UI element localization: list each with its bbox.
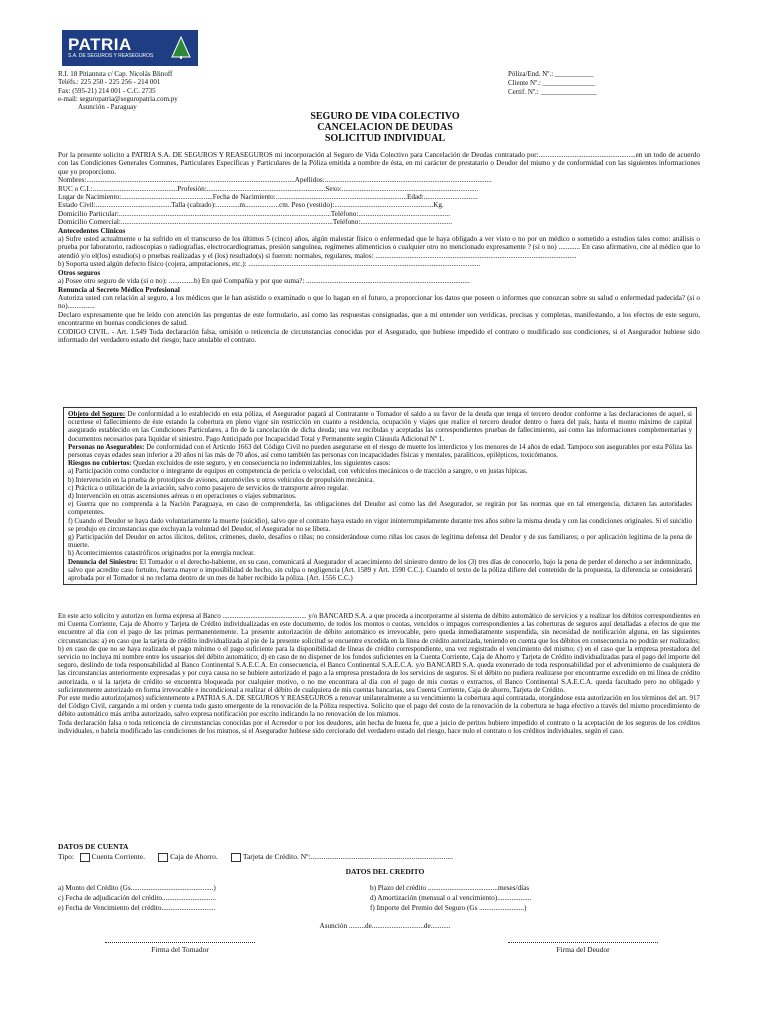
- claim-text: El Tomador o el derecho-habiente, en su caso, comunicará al Asegurador el acaecimiento del siniestro dentro de los (3) tres días de conocerlo, bajo la pena de perder el derecho a ser indemnizado, salvo que acredite caso fortuito, fuerza mayor o imposibilidad de hecho, sin culpa o negligencia (Art. 1589 y Art. 1590 C.C.). Cuando el texto de la póliza difiere del contenido de la propuesta, la diferencia se considerará aprobada por el Tomador si no reclama dentro de un mes de haber recibido la póliza. (Art. 1556 C.C.): [68, 557, 692, 583]
- other-insurance-heading: Otros seguros: [58, 268, 101, 277]
- other-insurance-question[interactable]: a) Posee otro seguro de vida (si o no): ..............b) En qué Compañía y por que suma?: ...........................................................................................: [58, 277, 470, 286]
- credit-card-checkbox[interactable]: [231, 853, 241, 862]
- address-line: Fax: (595-21) 214 001 - C.C. 2735: [58, 86, 156, 95]
- title-line: SEGURO DE VIDA COLECTIVO: [310, 111, 460, 122]
- uninsurable-heading: Personas no Asegurables:: [68, 442, 145, 451]
- tomador-signature-line[interactable]: [105, 942, 255, 943]
- exclusion-item: f) Cuando el Deudor se haya dado voluntariamente la muerte (suicidio), salvo que el contrato haya estado en vigor ininterrumpidamente durante tres años sobre la misma deuda y con las condiciones originales. Si el suicidio se produjo en circunstancias que excluyan la voluntad del Deudor, el Asegurador no se libera.: [68, 516, 692, 533]
- title-line: CANCELACION DE DEUDAS: [317, 122, 453, 133]
- client-number-field[interactable]: Cliente Nº.: _______________: [508, 79, 596, 87]
- tree-icon: [170, 36, 192, 60]
- debit-authorization-text: En este acto solicito y autorizo en forma expresa al Banco ................................................ y/o BANCARD S.A. a que proceda a incorporarme al sistema de débito automático de servicios y a realizar los débitos correspondientes en mi Cuenta Corriente, Caja de Ahorro y Tarjeta de Crédito individualizadas en este documento, de todos los montos o cuotas, vencidos o impagos correspondientes a las coberturas de seguros aquí detalladas a efectos de que me encuentre al día con el pago de las primas permanentemente. La presente autorización de débito automático es irrevocable, pero queda inmediatamente suspendida, sin necesidad de notificación alguna, en las siguientes circunstancias: a) en caso que la tarjeta de crédito individualizada al pie de la presente solicitud se encuentre excedida en la línea de crédito autorizada, teniendo en cuenta que los débitos en consecuencia no podrán ser realizados; b) en caso de que no se haya realizado el pago mínimo o el pago suficiente para la disponibilidad de líneas de crédito correspondiente, una vez registrado el vencimiento del mismo; c) en el caso que la empresa prestadora del servicio no incluya mi nombre entre los usuarios del débito automático; d) en caso de no disponer de los fondos suficientes en la Cuenta Corriente, Caja de Ahorro y Tarjeta de Crédito individualizadas para el pago del importe del seguro, deslindo de toda responsabilidad al Banco Continental S.A.E.C.A. En consecuencia, el Banco Continental S.A.E.C.A. y/o BANCARD S.A. queda exonerado de toda responsabilidad por el advenimiento de cualquiera de las circunstancias anteriormente expresadas y por cuya causa no se hubiere autorizado el pago a la empresa prestadora de los servicios de seguros. Si el débito no pudiera realizarse por encontrarme excedido en mi línea de crédito autorizada, o si la tarjeta de crédito se encuentra bloqueada por cualquier motivo, o no me encontrara al día con el pago de mis cuotas o extractos, el Banco Continental S.A.E.C.A. queda facultado pero no obligado y suficientemente autorizado en forma irrevocable e incondicional a realizar el débito de cualquiera de mis cuentas bancarias, sea Cuenta Corriente, Caja de ahorro, Tarjeta de Crédito.: [58, 612, 700, 694]
- credit-data-right: [370, 883, 690, 913]
- exclusion-item: e) Guerra que no comprenda a la Nación Paraguaya, en caso de comprenderla, las obligaciones del Deudor así como las del Asegurador, se regirán por las normas que en tal emergencia, dictaren las autoridades competentes.: [68, 500, 692, 517]
- object-clause: [68, 410, 692, 443]
- policy-number-field[interactable]: Póliza/End. Nº.: ___________: [508, 70, 594, 78]
- savings-account-label: Caja de Ahorro.: [170, 852, 218, 861]
- civil-code-text: CODIGO CIVIL. - Art. 1.549 Toda declaración falsa, omisión o reticencia de circunstancias conocidas por el Asegurado, que hubiese impedido el contrato o modificado sus condiciones, si el Asegurador hubiese sido informado del verdadero estado del riesgo; hace anulable el contrato.: [58, 327, 700, 344]
- deudor-signature-label: Firma del Deudor: [556, 945, 610, 954]
- place-date-field[interactable]: Asunción .........de.............................de...........: [319, 922, 451, 930]
- patria-logo: [62, 30, 198, 66]
- claim-heading: Denuncia del Siniestro:: [68, 557, 138, 566]
- exclusions-heading: Riesgos no cubiertos:: [68, 459, 132, 468]
- medical-secrecy-text: Autoriza usted con relación al seguro, a los médicos que le han asistido o examinado o que lo hagan en el futuro, a proporcionar los datos que poseen o informes que conozcan sobre su salud o enfermedad padecida? (si o no)...............: [58, 293, 700, 311]
- claim-clause: [68, 558, 692, 583]
- logo-tagline: S.A. DE SEGUROS Y REASEGUROS: [68, 53, 154, 59]
- renewal-authorization-text: Por este medio autorizo(amos) suficientemente a PATRIA S.A. DE SEGUROS Y REASEGUROS a renovar unilateralmente a su vencimiento la cobertura aquí contratada, otorgándose esta autorización en los términos del art. 917 del Código Civil, cargando a mi orden y cuenta todo gasto emergente de la renovación de la Póliza respectiva. Solicito que el pago del costo de la renovación de la cobertura se haga efectivo a través del mismo procedimiento de débito automático más arriba autorizado, salvo expresa notificación por escrito indicando la no renovación de los mismos.: [58, 694, 700, 719]
- account-data-heading: DATOS DE CUENTA: [58, 842, 129, 851]
- address-line: Asunción - Paraguay: [78, 103, 137, 112]
- uninsurable-text: De conformidad con el Artículo 1663 del Código Civil no pueden asegurarse en el riesgo de muerte los interdictos y los menores de 14 años de edad. Tampoco son asegurables por esta Póliza las personas cuyas edades sean inferior a 20 años ni las más de 70 años, así como también las personas con incapacidades físicas y mentales, paralíticos, epilépticos, toxicómanos.: [68, 442, 693, 460]
- credit-amount-field[interactable]: a) Monto del Crédito (Gs..............................................): [58, 884, 216, 892]
- exclusion-item: a) Participación como conductor o integrante de equipos en competencia de pericia o velocidad, con vehículos mecánicos o de tracción a sangre, o en justas hípicas.: [68, 467, 528, 476]
- clinical-question-a: a) Sufre usted actualmente o ha sufrido en el transcurso de los últimos 5 (cinco) años, algún malestar físico o enfermedad que le haya obligado a ver visto o no por un médico o sometido a estudios tales como: análisis o prueba por laboratorio, radioscopias o radiografías, electrocardiogramas, presión sanguínea, regímenes alimenticios o cualquier otro no mencionado expresamente ? (si o no) ............ En caso afirmativo, cite al médico que lo atendió y/o el(los) estudio(s) o pruebas realizadas y el (los) resultado(s) si fueron: normales, regulares, malos: ................................................................................................................: [58, 235, 700, 260]
- medical-secrecy-heading: Renuncia al Secreto Médico Profesional: [58, 285, 180, 294]
- false-declaration-text: Toda declaración falsa o toda reticencia de circunstancias conocidas por el Acreedor o por los deudores, aún hecha de buena fe, que a juicio de peritos hubiere impedido el contrato o la aceptación de los seguros de los créditos individuales, o habría modificado las condiciones de los mismos, si el Asegurador hubiese sido cerciorado del verdadero estado del riesgo, hace nulo el contrato o los créditos individuales, según el caso.: [58, 718, 700, 735]
- application-section: [58, 151, 700, 344]
- checking-account-checkbox[interactable]: [80, 853, 90, 862]
- tomador-signature-label: Firma del Tomador: [151, 945, 209, 954]
- declaration-text: Declaro expresamente que he leído con atención las preguntas de este formulario, así como las respuestas consignadas, que a mi entender son verídicas, precisas y completas, manifestando, a los efectos de este seguro, encontrarme en buenas condiciones de salud.: [58, 310, 700, 328]
- exclusions-text: Quedan excluidos de este seguro, y en consecuencia no indemnizables, los siguientes casos:: [131, 459, 391, 468]
- address-line: R.I. 18 Pitiantuta c/ Cap. Nicolás Blinoff: [58, 70, 173, 78]
- exclusion-item: h) Acontecimientos catastróficos originados por la energía nuclear.: [68, 549, 255, 558]
- credit-award-date-field[interactable]: c) Fecha de adjudicación del crédito..............................: [58, 894, 216, 902]
- uninsurable-clause: [68, 443, 692, 459]
- title-line: SOLICITUD INDIVIDUAL: [324, 133, 446, 144]
- exclusion-item: b) Intervención en la prueba de prototipos de aviones, automóviles u otros vehículos de propulsión mecánica.: [68, 475, 375, 484]
- credit-data-left: [58, 883, 378, 913]
- account-type-row: [58, 852, 700, 862]
- checking-account-label: Cuenta Corriente.: [91, 852, 145, 861]
- company-address: [58, 70, 178, 111]
- address-line: e-mail: seguropatria@seguropatria.com.py: [58, 94, 178, 103]
- deudor-signature-line[interactable]: [508, 942, 658, 943]
- exclusion-item: d) Intervención en otras ascensiones aéreas o en operaciones o viajes submarinos.: [68, 492, 297, 501]
- intro-paragraph: Por la presente solicito a PATRIA S.A. DE SEGUROS Y REASEGUROS mi incorporación al Seguro de Vida Colectivo para Cancelación de Deudas contratado por:......................................................en un todo de acuerdo con las Condiciones Generales Comunes, Particulares Específicas y Particulares de la Póliza emitida a nombre de ésta, en mi carácter de prestatario o Deudor del mismo y de conformidad con las siguientes informaciones que yo proporciono.: [58, 151, 700, 176]
- policy-references: [508, 70, 597, 97]
- exclusions-clause: [68, 459, 692, 467]
- account-data-section: [58, 842, 700, 862]
- conditions-box: [63, 407, 697, 585]
- field-birthplace[interactable]: Lugar de Nacimiento:...................................................Fecha de Nacimiento:.........................................................................Edad:..............................: [58, 193, 478, 202]
- document-title: [0, 111, 770, 144]
- debit-authorization-section: [58, 612, 700, 735]
- clinical-question-b[interactable]: b) Soporta usted algún defecto físico (cojera, amputaciones, etc.): .................................................................................................................................: [58, 260, 481, 269]
- premium-amount-field[interactable]: f) Importe del Premio del Seguro (Gs .........................): [370, 904, 527, 912]
- savings-account-checkbox[interactable]: [158, 853, 168, 862]
- object-text: De conformidad a lo establecido en esta póliza, el Asegurador pagará al Contratante o Tomador el saldo a su favor de la deuda que tenga el tercero deudor conforme a las declaraciones de aquel, si ocurriese el fallecimiento de éste estando la cobertura en pleno vigor sin restricción en cuanto a residencia, ocupación y viajes que realice el tercero deudor dentro o fuera del país, hasta el monto máximo de capital asegurado establecido en las Condiciones Particulares, a fin de la cancelación de dicha deuda; una vez recibidas y aceptadas las correspondientes pruebas de fallecimiento, así como las informaciones complementarias y documentos necesarios para liquidar el siniestro. Pago Anticipado por Incapacidad Total y Permanente según Cláusula Adicional Nº 1.: [68, 410, 692, 443]
- credit-term-field[interactable]: b) Plazo del crédito .......................................meses/días: [370, 884, 530, 892]
- address-line: Teléfs.: 225 250 - 225 256 - 214 001: [58, 78, 161, 87]
- logo-word: PATRIA: [68, 35, 132, 54]
- certificate-number-field[interactable]: Certif. Nº.: ________________: [508, 88, 597, 96]
- object-heading: Objeto del Seguro:: [68, 410, 126, 418]
- amortization-field[interactable]: d) Amortización (mensual o al vencimiento)...................: [370, 894, 532, 902]
- exclusion-item: c) Práctica o utilización de la aviación, salvo como pasajero de servicios de transporte aéreo regular.: [68, 483, 349, 492]
- credit-card-label[interactable]: Tarjeta de Crédito. Nº:............................................................................: [242, 852, 454, 861]
- field-work-address[interactable]: Domicilio Comercial:......................................................................................................................Teléfono:...................................................: [58, 218, 452, 227]
- field-ruc[interactable]: RUC o C.I.:...............................................Profesión:..................................................................Sexo:............................................................................: [58, 184, 479, 193]
- field-civil-status[interactable]: Estado Civil:..........................................Talla (calzado):.............m...................cm. Peso (vestido):.......................................................Kg.: [58, 201, 444, 210]
- field-names[interactable]: Nombres:....................................................................................................................Apellidos:.............................................................................................: [58, 176, 492, 185]
- credit-data-heading: DATOS DEL CREDITO: [345, 867, 425, 876]
- account-type-label: Tipo:: [58, 852, 74, 861]
- field-home-address[interactable]: Domicilio Particular:......................................................................................................................Teléfono:...................................................: [58, 209, 450, 218]
- credit-due-date-field[interactable]: e) Fecha de Vencimiento del crédito..............................: [58, 904, 216, 912]
- exclusion-item: g) Participación del Deudor en actos ilícitos, delitos, crímenes, duelo, desafíos o riñas; no considerándose como riñas los casos de legítima defensa del Deudor y de sus familiares; o por aplicación legítima de la pena de muerte.: [68, 533, 692, 550]
- clinical-history-heading: Antecedentes Clínicos: [58, 226, 126, 235]
